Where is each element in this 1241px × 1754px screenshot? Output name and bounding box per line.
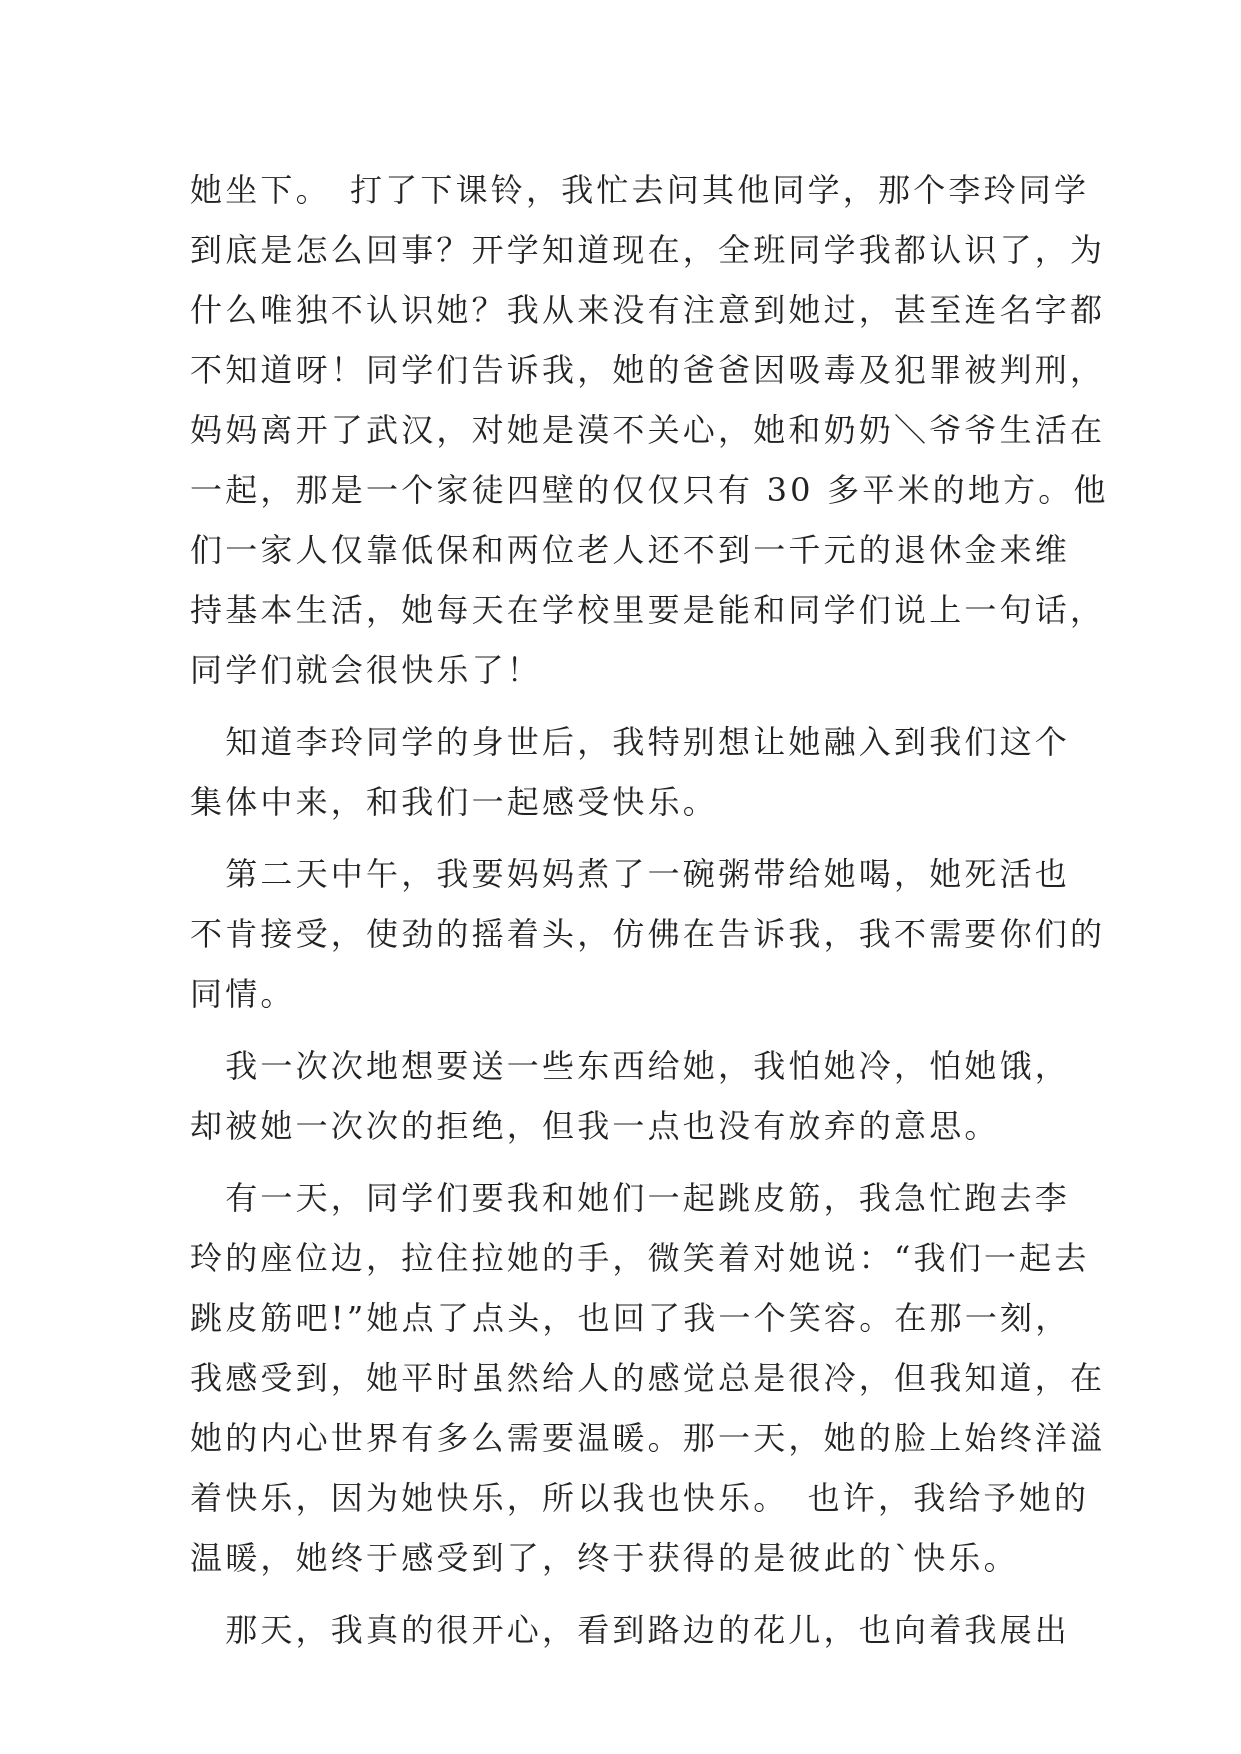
text-line: 跳皮筋吧!”她点了点头，也回了我一个笑容。在那一刻， <box>190 1299 1071 1337</box>
text-line: 却被她一次次的拒绝，但我一点也没有放弃的意思。 <box>190 1107 1000 1145</box>
text-line: 不肯接受，使劲的摇着头，仿佛在告诉我，我不需要你们的 <box>190 915 1106 953</box>
text-line: 到底是怎么回事？开学知道现在，全班同学我都认识了，为 <box>190 231 1106 269</box>
text-line: 有一天，同学们要我和她们一起跳皮筋，我急忙跑去李 <box>190 1179 1071 1217</box>
text-line: 知道李玲同学的身世后，我特别想让她融入到我们这个 <box>190 723 1071 761</box>
text-line: 玲的座位边，拉住拉她的手，微笑着对她说：“我们一起去 <box>190 1239 1090 1277</box>
text-line: 我感受到，她平时虽然给人的感觉总是很冷，但我知道，在 <box>190 1359 1106 1397</box>
text-line: 一起，那是一个家徒四壁的仅仅只有 30 多平米的地方。他 <box>190 471 1109 509</box>
text-line: 持基本生活，她每天在学校里要是能和同学们说上一句话， <box>190 591 1106 629</box>
text-line: 不知道呀！同学们告诉我，她的爸爸因吸毒及犯罪被判刑， <box>190 351 1106 389</box>
text-line: 她的内心世界有多么需要温暖。那一天，她的脸上始终洋溢 <box>190 1419 1106 1457</box>
text-line: 集体中来，和我们一起感受快乐。 <box>190 783 719 821</box>
text-line: 什么唯独不认识她？我从来没有注意到她过，甚至连名字都 <box>190 291 1106 329</box>
text-line: 同学们就会很快乐了！ <box>190 651 543 689</box>
text-line: 同情。 <box>190 975 296 1013</box>
text-line: 们一家人仅靠低保和两位老人还不到一千元的退休金来维 <box>190 531 1071 569</box>
text-line: 着快乐，因为她快乐，所以我也快乐。 也许，我给予她的 <box>190 1479 1090 1517</box>
text-line: 第二天中午，我要妈妈煮了一碗粥带给她喝，她死活也 <box>190 855 1071 893</box>
text-line: 她坐下。 打了下课铃，我忙去问其他同学，那个李玲同学 <box>190 171 1090 209</box>
text-line: 那天，我真的很开心，看到路边的花儿，也向着我展出 <box>190 1611 1071 1649</box>
text-line: 温暖，她终于感受到了，终于获得的是彼此的`快乐。 <box>190 1539 1019 1577</box>
text-line: 我一次次地想要送一些东西给她，我怕她冷，怕她饿， <box>190 1047 1071 1085</box>
text-line: 妈妈离开了武汉，对她是漠不关心，她和奶奶＼爷爷生活在 <box>190 411 1106 449</box>
body-text <box>190 160 1109 1660</box>
